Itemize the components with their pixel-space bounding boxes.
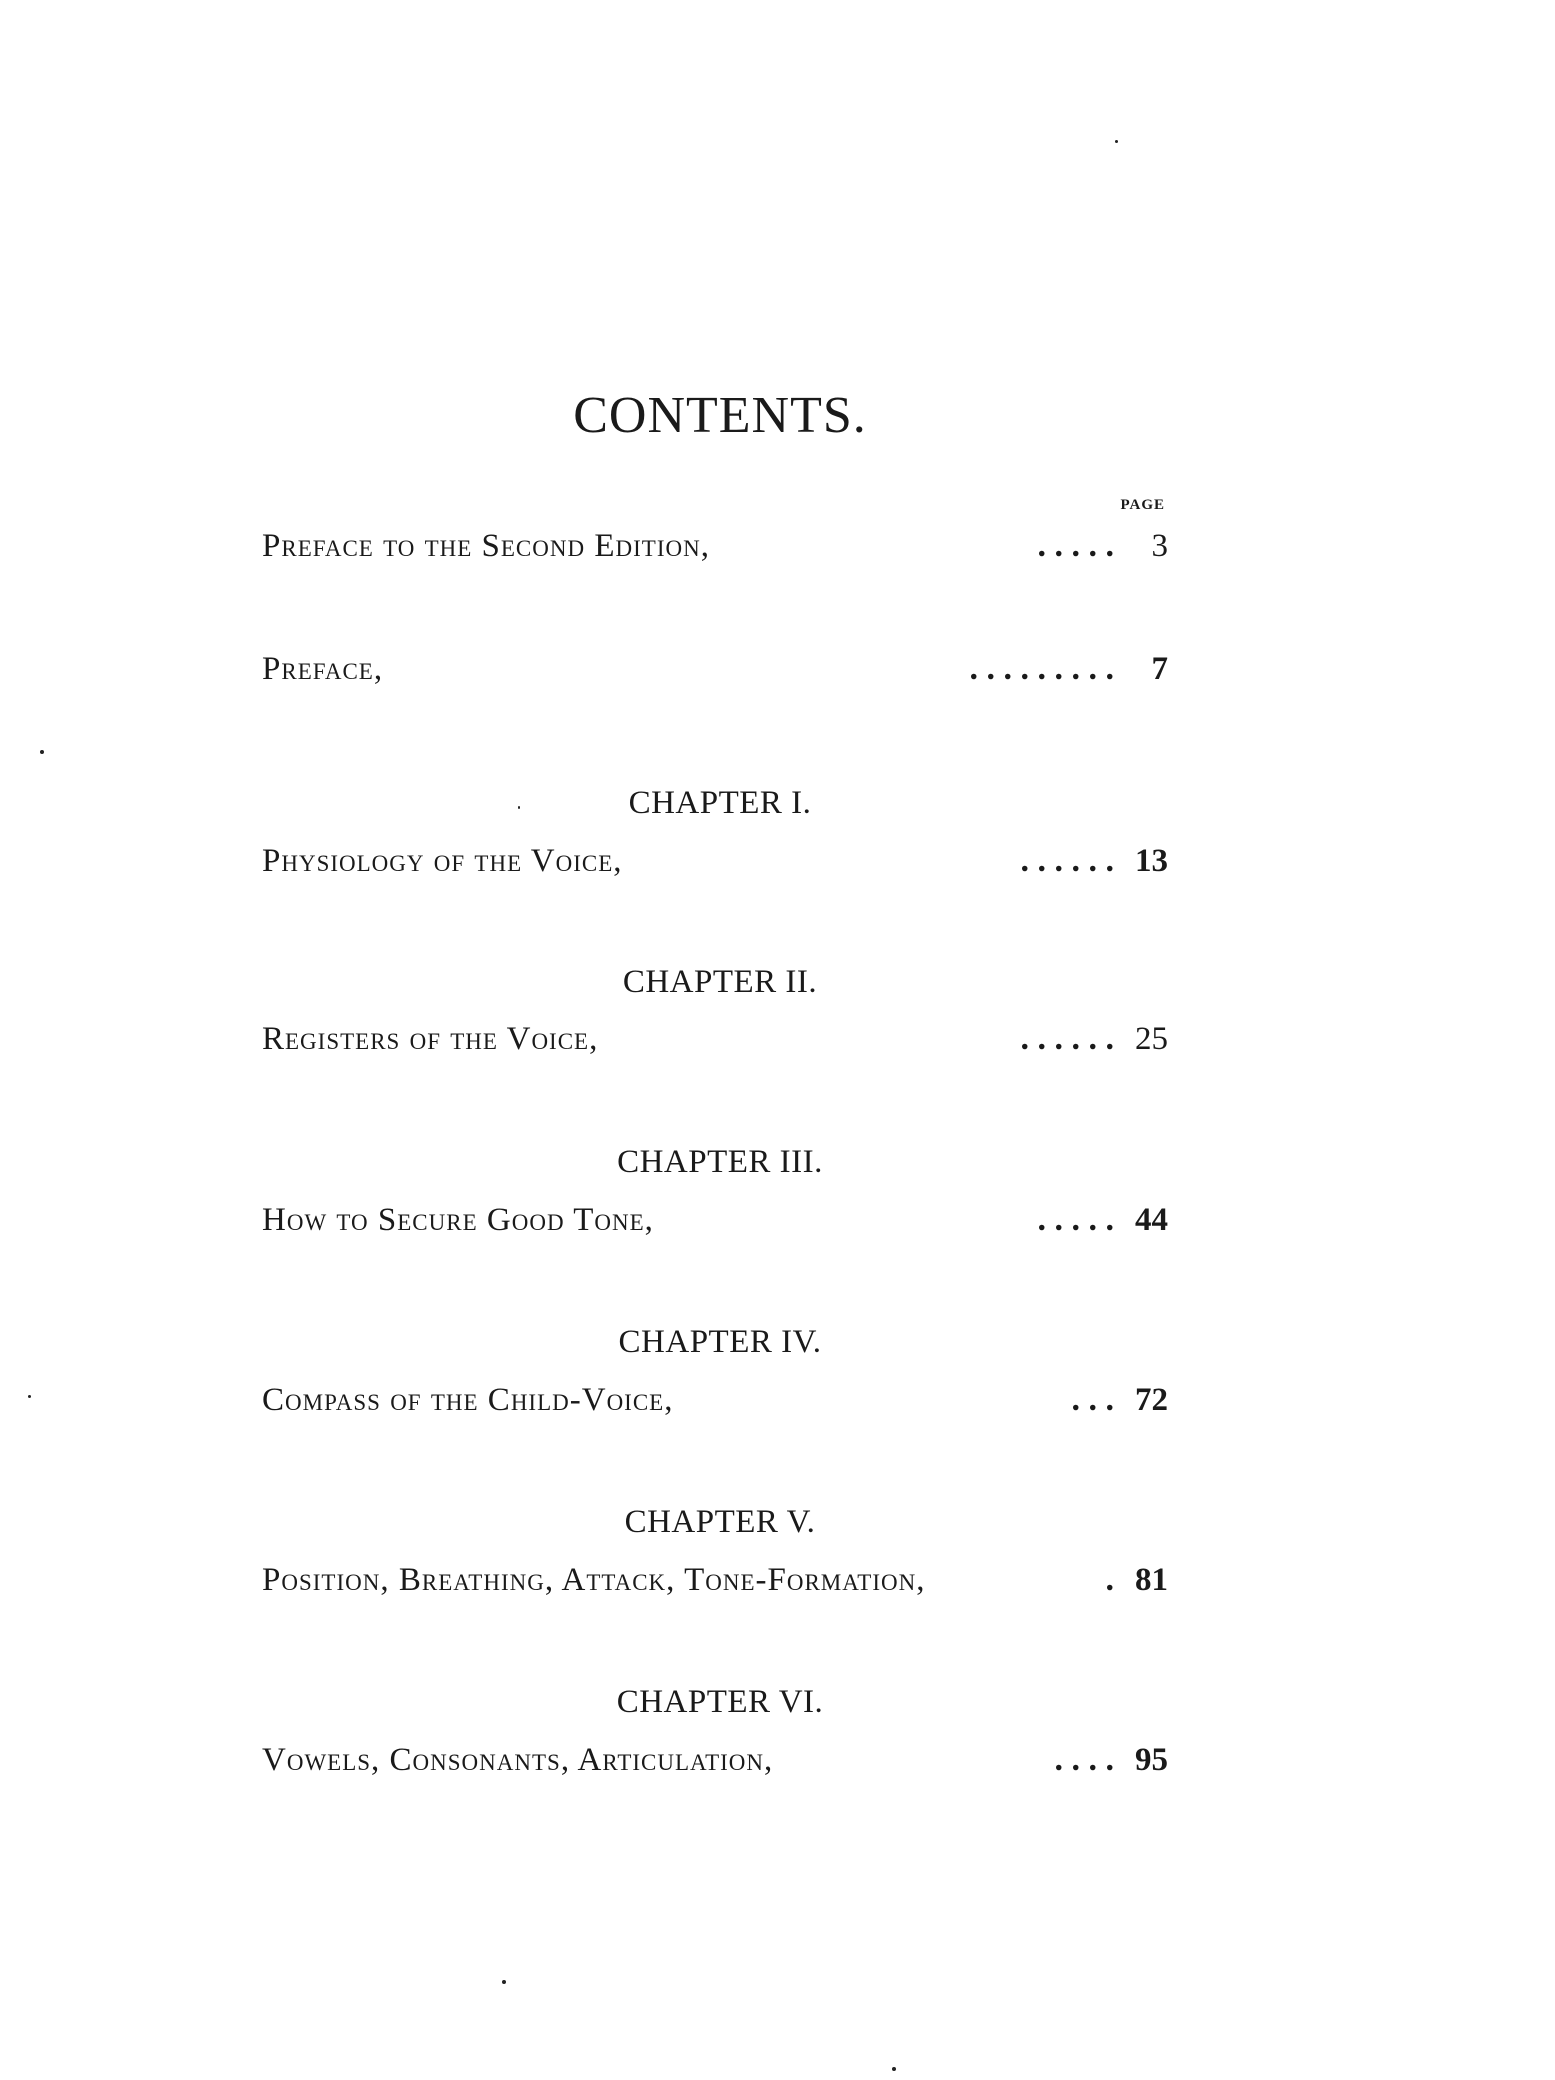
- toc-entry[interactable]: [262, 1561, 1168, 1605]
- page-title: CONTENTS.: [573, 387, 867, 444]
- dot-leader: . . . .: [1054, 1741, 1114, 1778]
- toc-page-number: 44: [1135, 1202, 1168, 1238]
- toc-entry-title: Physiology of the Voice,: [262, 843, 623, 879]
- dot-leader: .: [1105, 1561, 1114, 1598]
- chapter-heading: CHAPTER III.: [617, 1144, 823, 1180]
- toc-page-number: 95: [1135, 1742, 1168, 1778]
- toc-entry-title: Preface to the Second Edition,: [262, 528, 710, 564]
- toc-page-number: 72: [1135, 1382, 1168, 1418]
- dot-leader: . . . . .: [1037, 527, 1114, 564]
- toc-page-number: 3: [1151, 528, 1168, 564]
- dot-leader: . . . . . .: [1020, 1020, 1114, 1057]
- dot-leader: . . . . . .: [1020, 842, 1114, 879]
- dot-leader: . . .: [1071, 1381, 1114, 1418]
- chapter-heading: CHAPTER I.: [628, 785, 812, 821]
- scan-speck: [1115, 140, 1118, 143]
- scan-speck: [518, 806, 520, 809]
- dot-leader: . . . . . . . . .: [969, 650, 1114, 687]
- toc-entry-title: Vowels, Consonants, Articulation,: [262, 1742, 774, 1778]
- toc-page-number: 7: [1151, 651, 1168, 687]
- chapter-heading: CHAPTER V.: [624, 1504, 816, 1540]
- toc-entry[interactable]: [262, 650, 1168, 694]
- toc-entry[interactable]: [262, 1741, 1168, 1785]
- scan-speck: [40, 750, 44, 754]
- toc-entry-title: Preface,: [262, 651, 384, 687]
- toc-entry[interactable]: [262, 527, 1168, 571]
- page-column-heading: PAGE: [1120, 497, 1165, 513]
- toc-page-number: 81: [1135, 1562, 1168, 1598]
- toc-entry-title: Compass of the Child-Voice,: [262, 1382, 674, 1418]
- chapter-heading: CHAPTER VI.: [616, 1684, 824, 1720]
- scan-speck: [28, 1395, 31, 1398]
- toc-page-number: 13: [1135, 843, 1168, 879]
- chapter-heading: CHAPTER II.: [622, 964, 818, 1000]
- chapter-heading: CHAPTER IV.: [618, 1324, 822, 1360]
- scan-speck: [892, 2067, 896, 2071]
- toc-entry[interactable]: [262, 1381, 1168, 1425]
- toc-entry[interactable]: [262, 842, 1168, 886]
- toc-entry-title: Position, Breathing, Attack, Tone-Formation,: [262, 1562, 926, 1598]
- scan-speck: [502, 1980, 506, 1984]
- toc-entry-title: Registers of the Voice,: [262, 1021, 599, 1057]
- toc-entry[interactable]: [262, 1020, 1168, 1064]
- toc-entry[interactable]: [262, 1201, 1168, 1245]
- dot-leader: . . . . .: [1037, 1201, 1114, 1238]
- toc-entry-title: How to Secure Good Tone,: [262, 1202, 654, 1238]
- toc-page-number: 25: [1135, 1021, 1168, 1057]
